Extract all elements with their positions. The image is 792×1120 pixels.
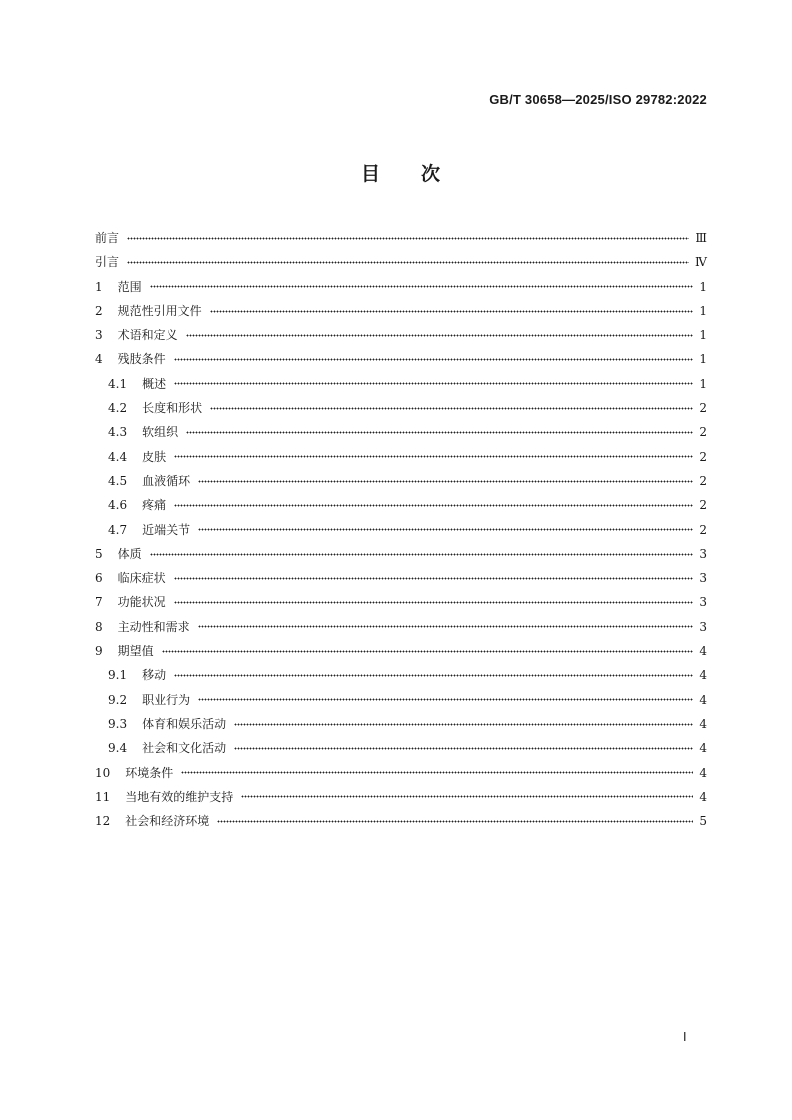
toc-entry-page: 4 bbox=[699, 789, 707, 804]
toc-entry-number: 11 bbox=[95, 789, 111, 804]
toc-entry-page: 1 bbox=[699, 328, 707, 343]
toc-entry bbox=[95, 590, 707, 614]
toc-entry bbox=[95, 615, 707, 639]
toc-entry-title: 血液循环 bbox=[142, 473, 191, 488]
page-title: 目次 bbox=[361, 163, 482, 185]
dot-leader bbox=[127, 237, 689, 240]
toc-subentry bbox=[95, 372, 707, 396]
toc-entry-number: 4.1 bbox=[108, 376, 128, 391]
toc-entry-page: 2 bbox=[699, 449, 707, 464]
toc-entry bbox=[95, 639, 707, 663]
toc-entry bbox=[95, 785, 707, 809]
toc-entry-number: 4.2 bbox=[108, 401, 128, 416]
toc-entry-title: 临床症状 bbox=[117, 571, 166, 586]
toc-entry-title: 社会和文化活动 bbox=[142, 741, 227, 756]
toc-entry-number: 3 bbox=[95, 328, 103, 343]
toc-entry-title: 移动 bbox=[142, 668, 167, 683]
toc-entry-page: 2 bbox=[699, 498, 707, 513]
dot-leader bbox=[174, 358, 694, 361]
toc-entry bbox=[95, 566, 707, 590]
standard-code-header: GB/T 30658—2025/ISO 29782:2022 bbox=[489, 92, 707, 107]
toc-entry-title: 功能状况 bbox=[117, 595, 166, 610]
toc-entry-page: 5 bbox=[699, 814, 707, 829]
dot-leader bbox=[174, 577, 694, 580]
toc-subentry bbox=[95, 736, 707, 760]
toc-entry-page: 2 bbox=[699, 473, 707, 488]
toc-entry-number: 4 bbox=[95, 352, 103, 367]
footer-page-number: Ⅰ bbox=[683, 1030, 687, 1044]
toc-entry-number: 4.6 bbox=[108, 498, 128, 513]
toc-subentry bbox=[95, 518, 707, 542]
toc-entry bbox=[95, 542, 707, 566]
toc-entry bbox=[95, 299, 707, 323]
toc-entry-number: 5 bbox=[95, 546, 103, 561]
toc-entry-title: 长度和形状 bbox=[142, 401, 203, 416]
toc-entry-number: 1 bbox=[95, 279, 103, 294]
toc-entry-title: 体质 bbox=[117, 546, 142, 561]
toc-entry-page: 2 bbox=[699, 425, 707, 440]
dot-leader bbox=[127, 261, 689, 264]
toc-entry-number: 4.4 bbox=[108, 449, 128, 464]
toc-subentry bbox=[95, 663, 707, 687]
toc-entry-page: 3 bbox=[699, 619, 707, 634]
toc-entry-title: 范围 bbox=[117, 279, 142, 294]
toc-entry-page: 3 bbox=[699, 571, 707, 586]
toc-entry-number: 12 bbox=[95, 814, 111, 829]
toc-entry-page: 2 bbox=[699, 522, 707, 537]
dot-leader bbox=[198, 480, 693, 483]
toc-entry-number: 6 bbox=[95, 571, 103, 586]
toc-entry-title: 残肢条件 bbox=[117, 352, 166, 367]
dot-leader bbox=[198, 698, 693, 701]
toc-entry-title: 环境条件 bbox=[125, 765, 174, 780]
toc-entry bbox=[95, 226, 707, 250]
toc-entry-page: 3 bbox=[699, 595, 707, 610]
toc-entry bbox=[95, 275, 707, 299]
toc-entry-title: 前言 bbox=[95, 231, 120, 245]
toc-entry-number: 4.3 bbox=[108, 425, 128, 440]
toc-entry-page: 4 bbox=[699, 644, 707, 659]
toc-entry-title: 社会和经济环境 bbox=[125, 814, 210, 829]
toc-entry-page: 1 bbox=[699, 352, 707, 367]
toc-entry bbox=[95, 347, 707, 371]
toc-entry bbox=[95, 323, 707, 347]
toc-entry-number: 10 bbox=[95, 765, 111, 780]
dot-leader bbox=[174, 601, 694, 604]
toc-entry-page: Ⅲ bbox=[695, 231, 707, 245]
toc-entry-page: 4 bbox=[699, 741, 707, 756]
toc-entry bbox=[95, 809, 707, 833]
toc-entry-number: 8 bbox=[95, 619, 103, 634]
toc-entry-page: 3 bbox=[699, 546, 707, 561]
dot-leader bbox=[198, 528, 693, 531]
toc-subentry bbox=[95, 469, 707, 493]
toc-entry-page: 4 bbox=[699, 716, 707, 731]
toc-entry-title: 近端关节 bbox=[142, 522, 191, 537]
dot-leader bbox=[234, 747, 693, 750]
dot-leader bbox=[162, 650, 694, 653]
toc-entry-title: 职业行为 bbox=[142, 692, 191, 707]
dot-leader bbox=[186, 431, 693, 434]
toc-entry-number: 4.5 bbox=[108, 473, 128, 488]
toc-entry-number: 9 bbox=[95, 644, 103, 659]
toc-entry-title: 软组织 bbox=[142, 425, 179, 440]
toc-entry-page: 4 bbox=[699, 765, 707, 780]
toc-entry-page: 1 bbox=[699, 303, 707, 318]
toc-subentry bbox=[95, 396, 707, 420]
dot-leader bbox=[174, 382, 693, 385]
toc-entry-page: 4 bbox=[699, 668, 707, 683]
toc-entry-title: 引言 bbox=[95, 255, 120, 270]
toc-entry-title: 皮肤 bbox=[142, 449, 167, 464]
toc-entry-number: 2 bbox=[95, 303, 103, 318]
dot-leader bbox=[210, 407, 693, 410]
toc-entry-number: 9.2 bbox=[108, 692, 128, 707]
dot-leader bbox=[210, 310, 694, 313]
toc-entry bbox=[95, 250, 707, 274]
dot-leader bbox=[174, 674, 693, 677]
toc-entry-title: 体育和娱乐活动 bbox=[142, 716, 227, 731]
toc-entry-number: 9.3 bbox=[108, 716, 128, 731]
toc-entry-page: 2 bbox=[699, 401, 707, 416]
toc-entry-page: 1 bbox=[699, 376, 707, 391]
dot-leader bbox=[198, 625, 694, 628]
toc-entry-page: Ⅳ bbox=[695, 255, 707, 270]
toc-subentry bbox=[95, 493, 707, 517]
toc-entry-title: 当地有效的维护支持 bbox=[125, 789, 234, 804]
toc-entry-title: 期望值 bbox=[117, 644, 154, 659]
toc-entry-page: 4 bbox=[699, 692, 707, 707]
toc-entry-number: 7 bbox=[95, 595, 103, 610]
toc-entry-page: 1 bbox=[699, 279, 707, 294]
toc-entry-title: 疼痛 bbox=[142, 498, 167, 513]
toc-entry-title: 主动性和需求 bbox=[117, 619, 190, 634]
dot-leader bbox=[217, 820, 693, 823]
toc-entry-number: 4.7 bbox=[108, 522, 128, 537]
toc-entry-number: 9.1 bbox=[108, 668, 128, 683]
toc-entry-title: 概述 bbox=[142, 376, 167, 391]
toc-entry-number: 9.4 bbox=[108, 741, 128, 756]
dot-leader bbox=[241, 795, 693, 798]
table-of-contents bbox=[95, 226, 707, 833]
dot-leader bbox=[150, 553, 694, 556]
toc-subentry bbox=[95, 688, 707, 712]
dot-leader bbox=[186, 334, 694, 337]
dot-leader bbox=[181, 771, 693, 774]
toc-subentry bbox=[95, 420, 707, 444]
dot-leader bbox=[234, 723, 693, 726]
toc-subentry bbox=[95, 445, 707, 469]
dot-leader bbox=[150, 285, 694, 288]
dot-leader bbox=[174, 455, 693, 458]
dot-leader bbox=[174, 504, 693, 507]
toc-entry bbox=[95, 761, 707, 785]
toc-subentry bbox=[95, 712, 707, 736]
toc-entry-title: 规范性引用文件 bbox=[117, 303, 202, 318]
toc-entry-title: 术语和定义 bbox=[117, 328, 178, 343]
